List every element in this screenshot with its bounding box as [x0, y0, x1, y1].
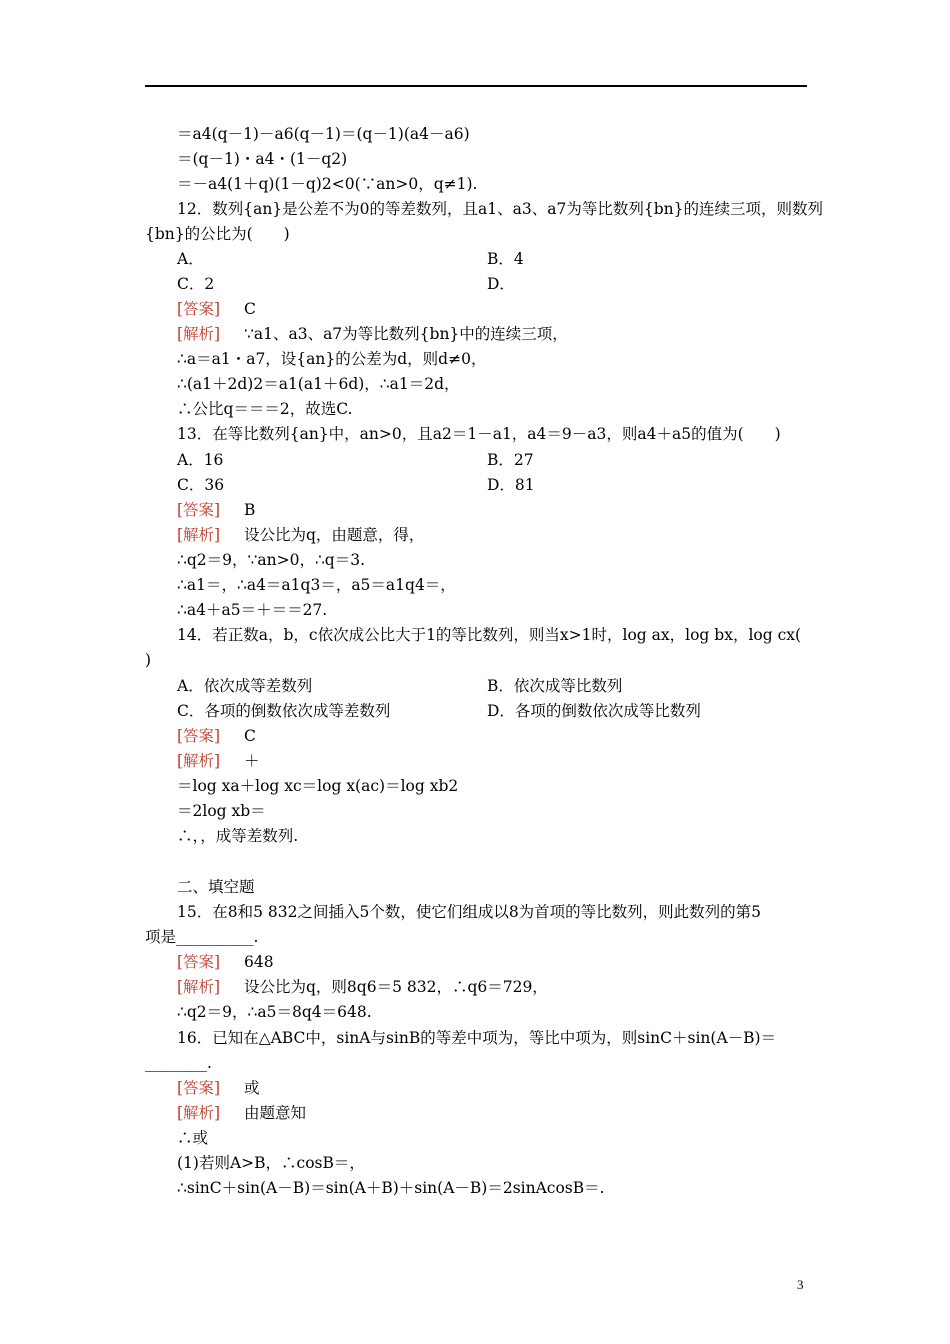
- analysis-line: ∴，，成等差数列.: [177, 827, 299, 845]
- question-14-cont: ): [145, 651, 152, 669]
- analysis-tag: [解析]: [177, 1104, 221, 1122]
- line: ＝a4(q－1)－a6(q－1)＝(q－1)(a4－a6): [177, 125, 470, 143]
- answer-tag: [答案]: [177, 1079, 221, 1097]
- analysis-line: ＝log xa＋log xc＝log x(ac)＝log xb2: [177, 777, 459, 795]
- line: ＝(q－1)・a4・(1－q2): [177, 150, 348, 168]
- analysis-line: ∴(a1＋2d)2＝a1(a1＋6d)，∴a1＝2d，: [177, 375, 460, 393]
- option-c: C．各项的倒数依次成等差数列: [177, 702, 391, 720]
- analysis-line: ∴a＝a1・a7，设{an}的公差为d，则d≠0，: [177, 350, 487, 368]
- section-heading: 二、填空题: [177, 878, 255, 896]
- analysis-line: 设公比为q，由题意，得，: [244, 526, 425, 544]
- option-a: A．16: [177, 451, 224, 469]
- analysis-line: ∵a1、a3、a7为等比数列{bn}中的连续三项，: [244, 325, 568, 343]
- option-b: B．依次成等比数列: [487, 677, 623, 695]
- option-a: A．: [177, 250, 204, 268]
- analysis-line: 由题意知: [244, 1104, 307, 1122]
- page-number: 3: [797, 1277, 804, 1292]
- answer-tag: [答案]: [177, 300, 221, 318]
- analysis-line: ∴sinC＋sin(A－B)＝sin(A＋B)＋sin(A－B)＝2sinAcosB＝.: [177, 1179, 605, 1197]
- question-14: 14．若正数a，b，c依次成公比大于1的等比数列，则当x>1时，log ax，log bx，log cx(: [177, 626, 802, 644]
- analysis-line: (1)若则A>B，∴cosB＝，: [177, 1154, 365, 1172]
- analysis-line: ∴或: [177, 1129, 209, 1147]
- answer: C: [244, 727, 256, 745]
- option-d: D．: [487, 275, 515, 293]
- analysis-tag: [解析]: [177, 526, 221, 544]
- question-16: 16．已知在△ABC中，sinA与sinB的等差中项为，等比中项为，则sinC＋sin(A－B)＝: [177, 1029, 777, 1047]
- question-13: 13．在等比数列{an}中，an>0，且a2＝1－a1，a4＝9－a3，则a4＋a5的值为( ): [177, 425, 781, 443]
- analysis-tag: [解析]: [177, 325, 221, 343]
- option-a: A．依次成等差数列: [177, 677, 313, 695]
- analysis-line: ＋: [244, 752, 260, 770]
- option-c: C．36: [177, 476, 225, 494]
- answer-tag: [答案]: [177, 727, 221, 745]
- option-d: D．81: [487, 476, 535, 494]
- answer: C: [244, 300, 256, 318]
- option-c: C．2: [177, 275, 215, 293]
- question-15: 15．在8和5 832之间插入5个数，使它们组成以8为首项的等比数列，则此数列的第5: [177, 903, 762, 921]
- answer: 648: [244, 953, 274, 971]
- answer: B: [244, 501, 256, 519]
- answer-tag: [答案]: [177, 501, 221, 519]
- line: ＝－a4(1＋q)(1－q)2<0(∵an>0，q≠1).: [177, 175, 478, 193]
- answer: 或: [244, 1079, 260, 1097]
- analysis-line: 设公比为q，则8q6＝5 832，∴q6＝729，: [244, 978, 548, 996]
- answer-tag: [答案]: [177, 953, 221, 971]
- analysis-line: ∴q2＝9，∴a5＝8q4＝648.: [177, 1003, 372, 1021]
- analysis-tag: [解析]: [177, 752, 221, 770]
- analysis-line: ∴a1＝，∴a4＝a1q3＝，a5＝a1q4＝，: [177, 576, 456, 594]
- question-12-cont: {bn}的公比为( ): [145, 225, 290, 243]
- option-d: D．各项的倒数依次成等比数列: [487, 702, 701, 720]
- question-12: 12．数列{an}是公差不为0的等差数列，且a1、a3、a7为等比数列{bn}的连续三项，则数列: [177, 200, 823, 218]
- analysis-line: ∴公比q＝＝＝2，故选C.: [177, 400, 353, 418]
- question-16-cont: ________.: [145, 1054, 212, 1072]
- option-b: B．27: [487, 451, 534, 469]
- question-15-cont: 项是__________.: [145, 928, 259, 946]
- option-b: B．4: [487, 250, 524, 268]
- analysis-line: ∴a4＋a5＝＋＝＝27.: [177, 601, 328, 619]
- analysis-tag: [解析]: [177, 978, 221, 996]
- analysis-line: ∴q2＝9，∵an>0，∴q＝3.: [177, 551, 366, 569]
- header-rule: [145, 85, 807, 87]
- analysis-line: ＝2log xb＝: [177, 802, 266, 820]
